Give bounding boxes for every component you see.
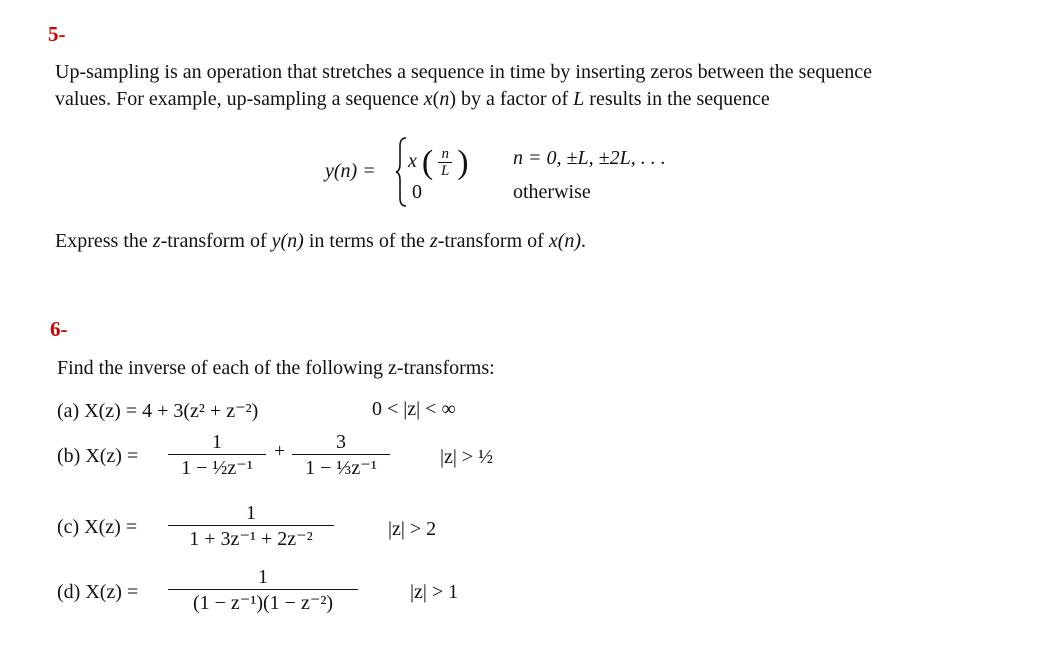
part-c-fraction: 1 1 + 3z⁻¹ + 2z⁻² <box>168 501 334 552</box>
part-a-roc: 0 < |z| < ∞ <box>372 398 456 420</box>
part-d-roc: |z| > 1 <box>410 581 459 603</box>
part-b-roc: |z| > ½ <box>440 446 494 468</box>
equation-lhs: y(n) = <box>325 160 376 182</box>
part-d-fraction: 1 (1 − z⁻¹)(1 − z⁻²) <box>168 565 358 616</box>
problem-6-number: 6- <box>50 317 68 341</box>
problem-6-intro: Find the inverse of each of the following z-transforms: <box>57 357 495 379</box>
part-b-label: (b) X(z) = <box>57 445 139 467</box>
part-b-fraction-2: 3 1 − ⅓z⁻¹ <box>292 430 390 481</box>
part-a-expression: (a) X(z) = 4 + 3(z² + z⁻²) <box>57 400 259 422</box>
problem-5-text-line1: Up-sampling is an operation that stretches a sequence in time by inserting zeros between the sequence <box>55 61 872 83</box>
part-c-label: (c) X(z) = <box>57 516 138 538</box>
part-b-fraction-1: 1 1 − ½z⁻¹ <box>168 430 266 481</box>
part-b-plus: + <box>274 440 286 462</box>
left-brace <box>395 136 407 208</box>
part-c-roc: |z| > 2 <box>388 518 437 540</box>
problem-5-question: Express the z-transform of y(n) in terms of the z-transform of x(n). <box>55 230 587 252</box>
case2-value: 0 <box>412 181 422 203</box>
part-d-label: (d) X(z) = <box>57 581 139 603</box>
problem-5-text-line2: values. For example, up-sampling a sequence x(n) by a factor of L results in the sequence <box>55 88 770 110</box>
case1-value: x ( $\frac{n}{L}$ ) <box>408 144 469 181</box>
case1-condition: n = 0, ±L, ±2L, . . . <box>513 147 666 169</box>
case2-condition: otherwise <box>513 181 591 203</box>
problem-5-number: 5- <box>48 22 66 46</box>
